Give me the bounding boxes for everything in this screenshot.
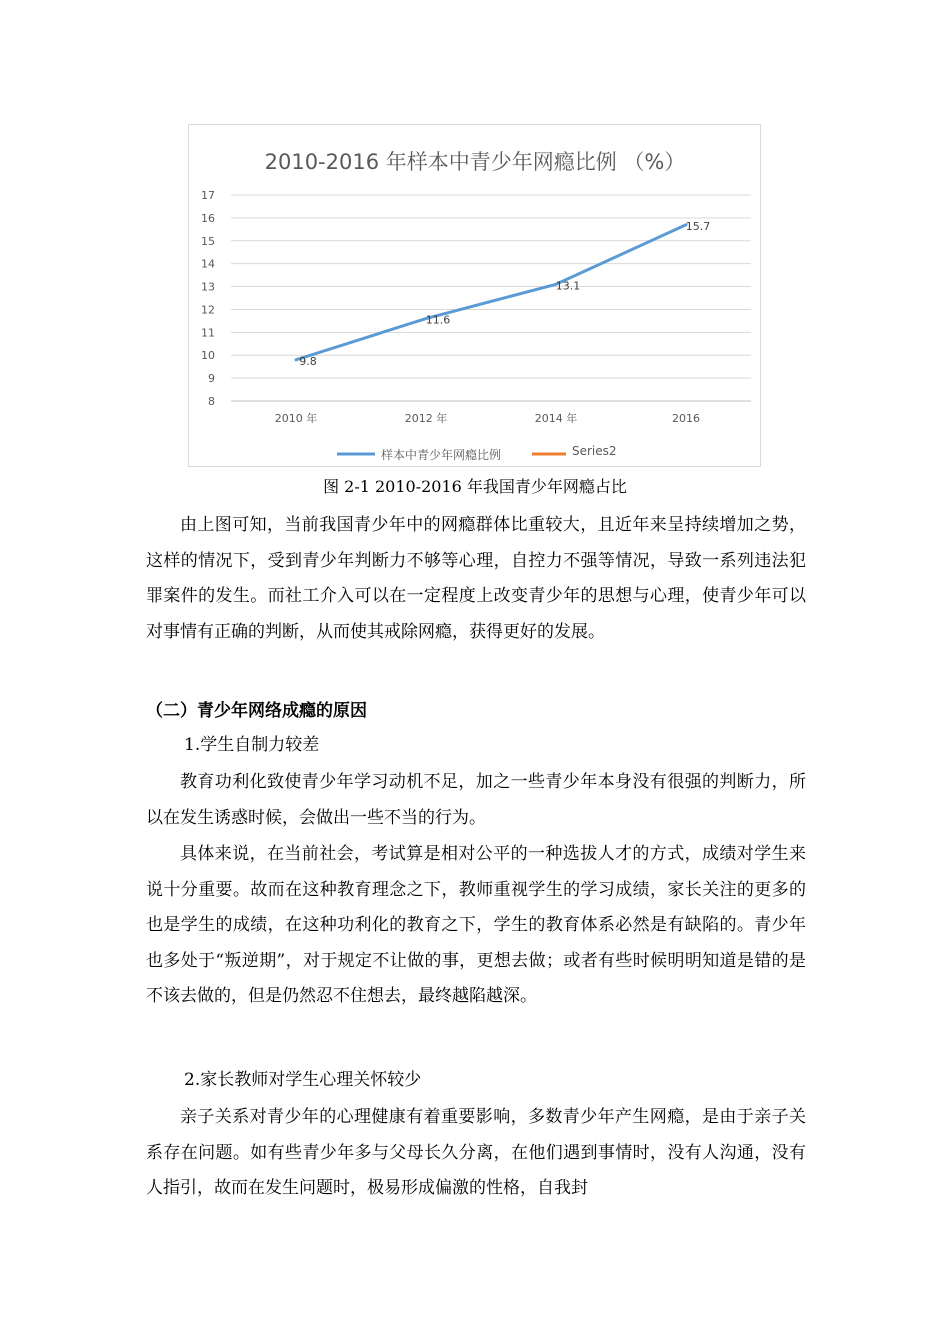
x-tick-label: 2016 [672,412,700,425]
chart-title: 2010-2016 年样本中青少年网瘾比例 （%） [264,150,686,174]
y-axis-ticks [201,189,215,408]
x-tick-label: 2014 年 [534,412,578,425]
figure-caption: 图 2-1 2010-2016 年我国青少年网瘾占比 [323,477,627,496]
chart [188,124,761,467]
x-axis-ticks [275,411,700,425]
line-chart [189,125,762,468]
paragraph-exam-system: 具体来说，在当前社会，考试算是相对公平的一种选拔人才的方式，成绩对学生来说十分重要。故而在这种教育理念之下，教师重视学生的学习成绩，家长关注的更多的也是学生的成绩，在这种功利化的教育之下，学生的教育体系必然是有缺陷的。青少年也多处于“叛逆期”，对于规定不让做的事，更想去做；或者有些时候明明知道是错的是不该去做的，但是仍然忍不住想去，最终越陷越深。 [146,844,806,1006]
chart-grid [231,195,751,401]
x-tick-label: 2012 年 [404,412,448,425]
y-tick-label: 14 [201,257,215,271]
paragraph-summary: 由上图可知，当前我国青少年中的网瘾群体比重较大，且近年来呈持续增加之势，这样的情况下，受到青少年判断力不够等心理，自控力不强等情况，导致一系列违法犯罪案件的发生。而社工介入可以在一定程度上改变青少年的思想与心理，使青少年可以对事情有正确的判断，从而使其戒除网瘾，获得更好的发展。 [146,515,806,642]
y-tick-label: 9 [208,372,215,386]
data-label: 15.7 [685,219,711,233]
legend-label-series2: Series2 [572,444,617,458]
data-label: 9.8 [299,354,317,368]
paragraph-parent-child: 亲子关系对青少年的心理健康有着重要影响，多数青少年产生网瘾，是由于亲子关系存在问题。如有些青少年多与父母长久分离，在他们遇到事情时，没有人沟通，没有人指引，故而在发生问题时，极易形成偏激的性格，自我封 [146,1107,806,1198]
paragraph-motivation: 教育功利化致使青少年学习动机不足，加之一些青少年本身没有很强的判断力，所以在发生诱惑时候，会做出一些不当的行为。 [146,772,806,828]
series-line [296,225,686,360]
y-tick-label: 8 [208,395,215,408]
data-label: 11.6 [425,313,451,327]
y-tick-label: 15 [201,234,215,248]
x-tick-label: 2010 年 [274,412,318,425]
chart-series [296,225,686,360]
section-heading: （二）青少年网络成瘾的原因 [146,701,367,721]
data-label: 13.1 [555,279,581,293]
y-tick-label: 16 [201,211,215,225]
y-tick-label: 12 [201,303,215,317]
chart-legend [337,444,617,462]
y-tick-label: 11 [201,326,215,340]
y-tick-label: 13 [201,280,215,294]
subheading-care: 2.家长教师对学生心理关怀较少 [184,1070,422,1090]
legend-label-series1: 样本中青少年网瘾比例 [381,448,502,462]
y-tick-label: 10 [201,349,215,363]
subheading-self-control: 1.学生自制力较差 [184,735,320,755]
y-tick-label: 17 [201,189,215,202]
